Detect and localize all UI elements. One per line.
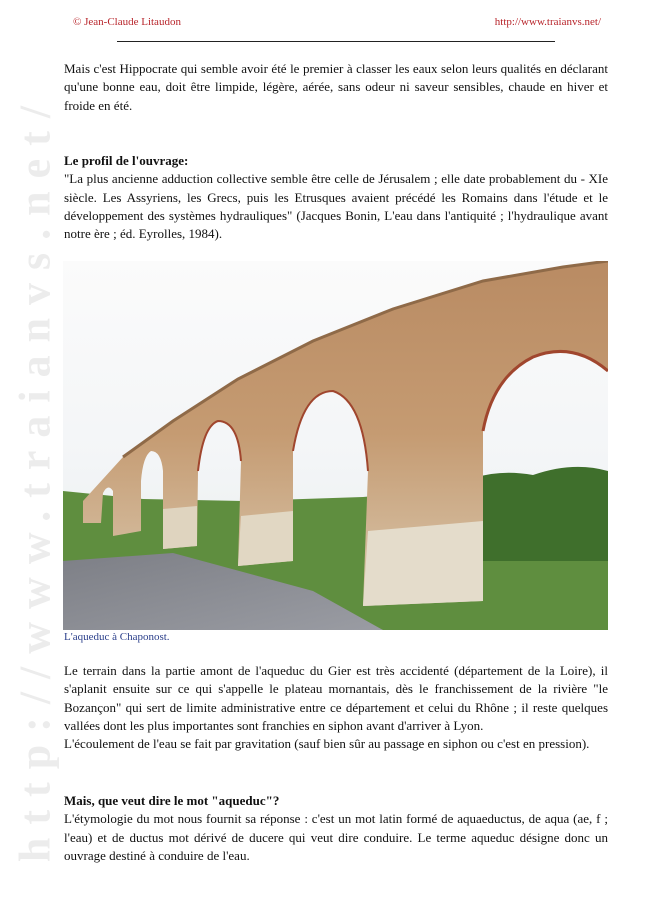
- flow-paragraph: L'écoulement de l'eau se fait par gravitation (sauf bien sûr au passage en siphon ou c'est en pression).: [64, 736, 590, 752]
- section-heading-profile: Le profil de l'ouvrage:: [64, 153, 189, 168]
- site-url-link[interactable]: http://www.traianvs.net/: [494, 16, 601, 28]
- intro-paragraph: Mais c'est Hippocrate qui semble avoir été le premier à classer les eaux selon leurs qualités en déclarant qu'une bonne eau, doit être limpide, légère, aérée, sans odeur ni saveur sensibles, chaude en hiver et froide en été.: [64, 61, 608, 113]
- terrain-block: [64, 662, 608, 753]
- terrain-paragraph: Le terrain dans la partie amont de l'aqueduc du Gier est très accidenté (département de la Loire), il s'aplanit ensuite sur ce qui s'appelle le plateau mornantais, dès le franchissement de la rivière "le Bozançon" qui sert de limite administrative entre ce département et celui du Rhône ; il reste quelques vallées dont les plus importantes sont franchies en siphon avant d'arriver à Lyon.: [64, 663, 608, 733]
- intro-block: [64, 60, 608, 115]
- section-heading-etymology: Mais, que veut dire le mot "aqueduc"?: [64, 793, 280, 808]
- page-header: [0, 16, 655, 34]
- section-etymology-text: L'étymologie du mot nous fournit sa réponse : c'est un mot latin formé de aquaeductus, de aqua (ae, f ; l'eau) et de ductus mot dérivé de ducere qui veut dire conduire. Le terme aqueduc désigne donc un ouvrage destiné à conduire de l'eau.: [64, 811, 608, 863]
- copyright-text: © Jean-Claude Litaudon: [73, 16, 181, 28]
- aqueduct-illustration: [63, 261, 608, 630]
- section-profile: [64, 152, 608, 243]
- watermark-text: http://www.traianvs.net/: [10, 92, 60, 863]
- header-divider: [117, 41, 555, 42]
- section-etymology: [64, 792, 608, 865]
- photo-caption: L'aqueduc à Chaponost.: [64, 631, 170, 643]
- aqueduct-photo: [63, 261, 608, 630]
- section-profile-text: "La plus ancienne adduction collective semble être celle de Jérusalem ; elle date probablement du - XIe siècle. Les Assyriens, les Grecs, puis les Etrusques avaient précédé les Romains dans l'étude et le développement des systèmes hydrauliques" (Jacques Bonin, L'eau dans l'antiquité ; l'hydraulique avant notre ère ; éd. Eyrolles, 1984).: [64, 171, 608, 242]
